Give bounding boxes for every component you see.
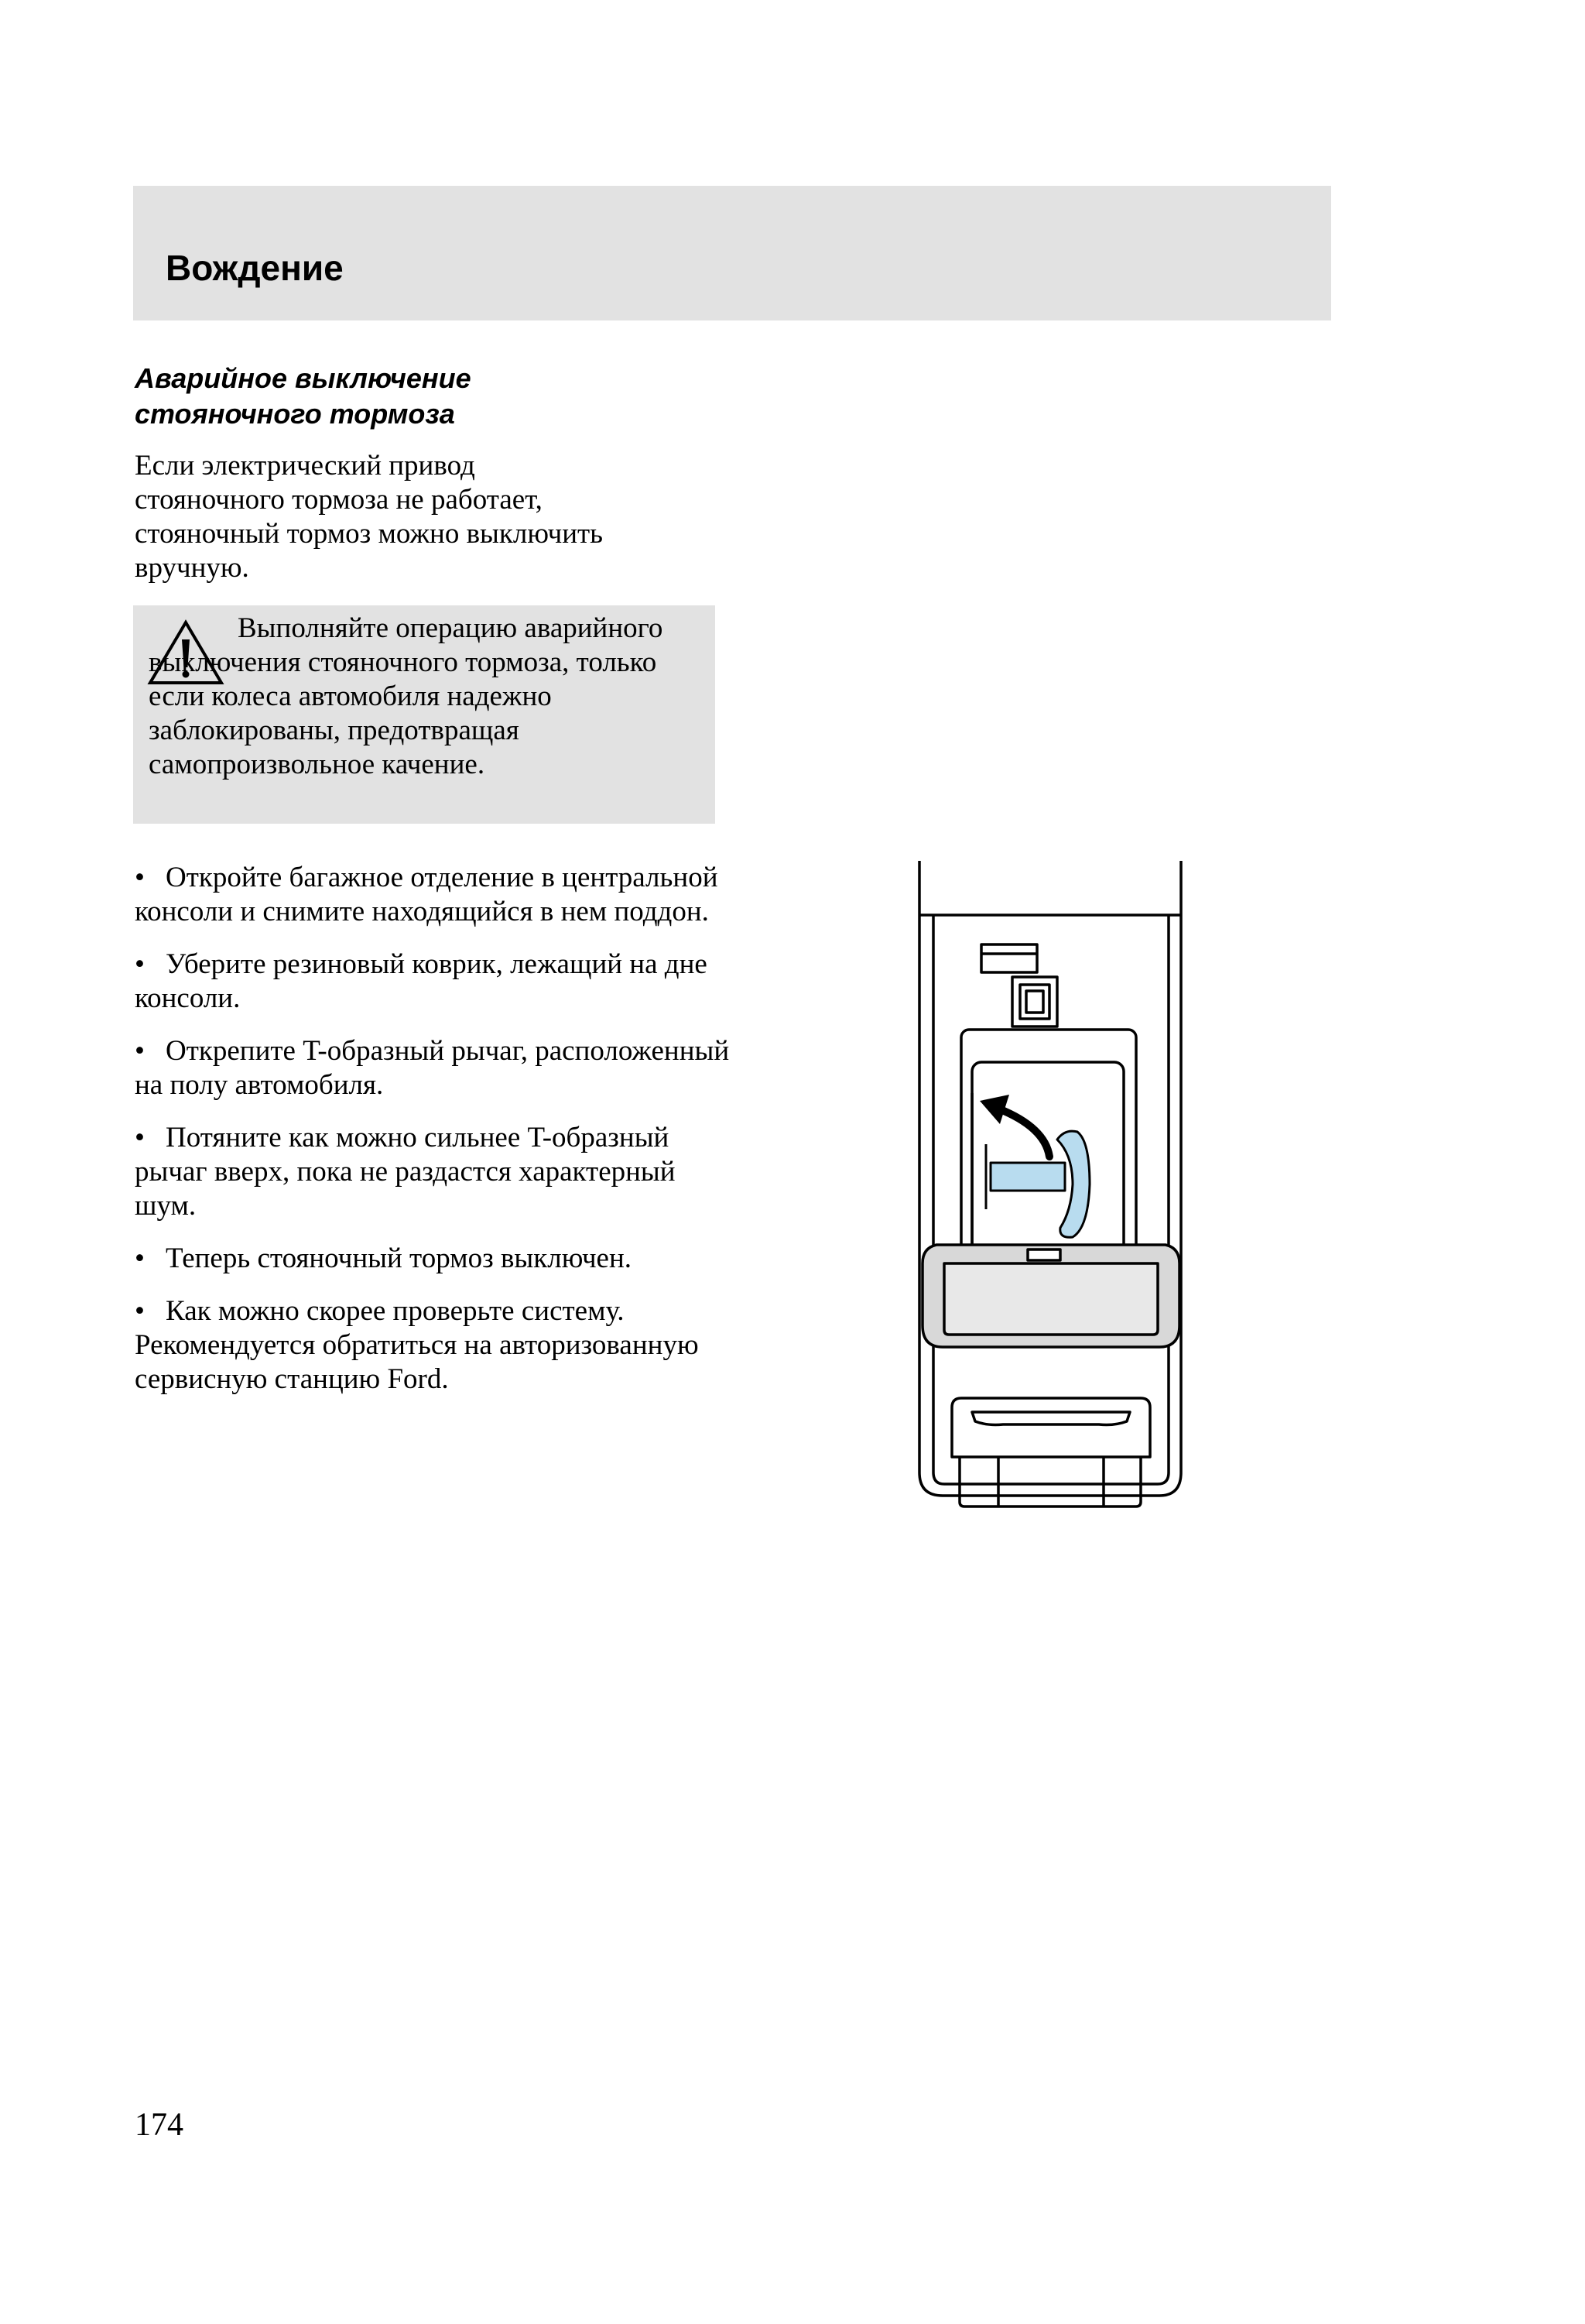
warning-box: [133, 605, 715, 824]
list-item: [135, 948, 731, 1016]
section-heading-line: стояночного тормоза: [135, 398, 455, 430]
page-title: Вождение: [166, 248, 344, 288]
intro-paragraph: [135, 449, 723, 585]
intro-line: стояночный тормоз можно выключить: [135, 518, 604, 550]
step-text: Уберите резиновый коврик, лежащий на дне консоли.: [135, 948, 707, 1014]
console-illustration: [913, 861, 1189, 1522]
page-number: 174: [135, 2107, 183, 2143]
bullet-icon: •: [135, 948, 145, 980]
section-heading: [135, 361, 723, 432]
bullet-icon: •: [135, 1035, 145, 1067]
step-text: Откройте багажное отделение в центральной консоли и снимите находящийся в нем поддон.: [135, 862, 718, 927]
steps-list: [135, 861, 731, 1415]
section-heading-line: Аварийное выключение: [135, 362, 471, 394]
intro-line: стояночного тормоза не работает,: [135, 484, 543, 516]
step-text: Теперь стояночный тормоз выключен.: [166, 1243, 632, 1274]
step-text: Потяните как можно сильнее T-образный рычаг вверх, пока не раздастся характерный шум.: [135, 1122, 676, 1222]
list-item: [135, 1242, 731, 1276]
step-text: Как можно скорее проверьте систему. Рекомендуется обратиться на авторизованную сервисную станцию Ford.: [135, 1295, 699, 1395]
list-item: [135, 861, 731, 929]
intro-line: Если электрический привод: [135, 450, 475, 482]
curved-arrow-icon: [980, 1095, 1049, 1157]
list-item: [135, 1121, 731, 1223]
warning-text: Выполняйте операцию аварийного выключения стояночного тормоза, только если колеса автомобиля надежно заблокированы, предотвращая самопроизвольное качение.: [149, 612, 663, 780]
intro-line: вручную.: [135, 552, 249, 584]
step-text: Открепите T-образный рычаг, расположенный на полу автомобиля.: [135, 1035, 730, 1101]
list-item: [135, 1294, 731, 1397]
bullet-icon: •: [135, 1243, 145, 1274]
list-item: [135, 1034, 731, 1102]
bullet-icon: •: [135, 1122, 145, 1153]
bullet-icon: •: [135, 1295, 145, 1327]
lever-shaft: [991, 1163, 1065, 1191]
bullet-icon: •: [135, 862, 145, 893]
